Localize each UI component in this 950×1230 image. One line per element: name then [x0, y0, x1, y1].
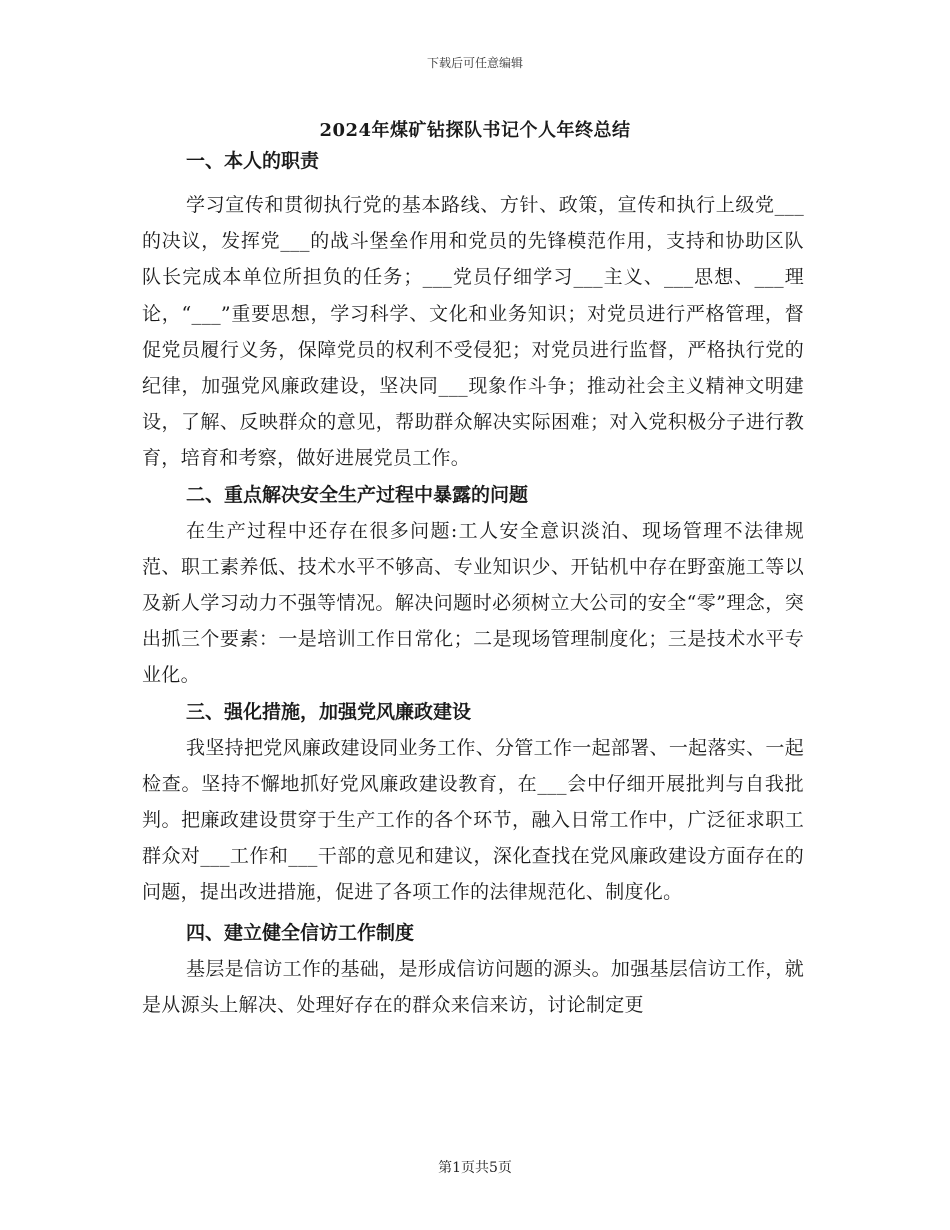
section-heading: 二、重点解决安全生产过程中暴露的问题 — [186, 483, 529, 506]
document-title: 2024年煤矿钻探队书记个人年终总结 — [319, 120, 631, 141]
page-number: 第1页共5页 — [438, 1160, 512, 1176]
header-note: 下载后可任意编辑 — [426, 56, 523, 70]
section-heading: 四、建立健全信访工作制度 — [186, 921, 415, 944]
section-integrity — [142, 694, 804, 911]
section-paragraph: 学习宣传和贯彻执行党的基本路线、方针、政策，宣传和执行上级党___的决议，发挥党___的战斗堡垒作用和党员的先锋模范作用，支持和协助区队队长完成本单位所担负的任务；___党员仔细学习___主义、___思想、___理论，“___”重要思想，学习科学、文化和业务知识；对党员进行严格管理，督促党员履行义务，保障党员的权利不受侵犯；对党员进行监督，严格执行党的纪律，加强党风廉政建设，坚决同___现象作斗争；推动社会主义精神文明建设，了解、反映群众的意见，帮助群众解决实际困难；对入党积极分子进行教育，培育和考察，做好进展党员工作。 — [142, 194, 804, 470]
section-heading: 一、本人的职责 — [186, 150, 320, 172]
section-paragraph: 在生产过程中还存在很多问题:工人安全意识淡泊、现场管理不法律规范、职工素养低、技术水平不够高、专业知识少、开钻机中存在野蛮施工等以及新人学习动力不强等情况。解决问题时必须树立大公司的安全“零”理念，突出抓三个要素：一是培训工作日常化；二是现场管理制度化；三是技术水平专业化。 — [142, 519, 804, 687]
document-body — [142, 143, 804, 1023]
section-safety-issues — [142, 477, 804, 694]
section-heading: 三、强化措施，加强党风廉政建设 — [186, 700, 472, 723]
section-paragraph: 我坚持把党风廉政建设同业务工作、分管工作一起部署、一起落实、一起检查。坚持不懈地抓好党风廉政建设教育，在___会中仔细开展批判与自我批判。把廉政建设贯穿于生产工作的各个环节，融入日常工作中，广泛征求职工群众对___工作和___干部的意见和建议，深化查找在党风廉政建设方面存在的问题，提出改进措施，促进了各项工作的法律规范化、制度化。 — [142, 736, 804, 904]
section-duties — [142, 143, 804, 477]
section-paragraph: 基层是信访工作的基础，是形成信访问题的源头。加强基层信访工作，就是从源头上解决、处理好存在的群众来信来访，讨论制定更 — [142, 957, 804, 1016]
section-petitions — [142, 915, 804, 1023]
